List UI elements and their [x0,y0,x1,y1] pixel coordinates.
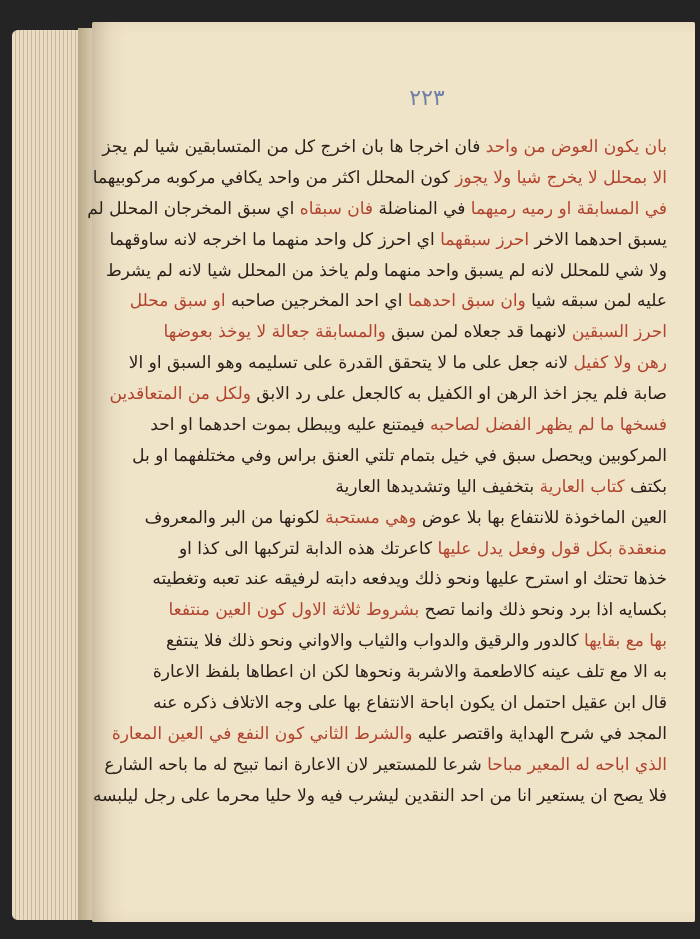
manuscript-line [109,379,667,410]
rubric-text: وهي مستحبة [325,507,417,528]
body-text: لانه جعل على ما لا يتحقق القدرة على تسليمه وهو السبق او الا [128,353,574,374]
rubric-text: احرز السبقين [571,322,667,343]
body-text: عليه لمن سبقه شيا [531,291,667,312]
rubric-text: في المسابقة او رميه رميهما [470,198,667,219]
rubric-text: و [404,723,413,744]
rubric-text: بها مع بقايها [584,631,667,652]
rubric-text: فان سبقاه [299,198,374,219]
manuscript-line [128,348,667,379]
body-text: كون المحلل اكثر من واحد يكافي مركوبه مركوبيهما [92,167,456,188]
manuscript-line [132,441,667,472]
body-text: ولا شي للمحلل لانه لم يسبق واحد منهما ولم ياخذ من المحلل شيا لانه لم يشرط [105,260,667,281]
body-text: فلا يصح ان يستعير انا من احد النقدين ليشرب فيه ولا حليا محرما على رجل ليلبسه [93,785,667,806]
manuscript-line [132,472,667,503]
manuscript-line [132,626,667,657]
rubric-text: بشروط ثلاثة الاول كون العين منتفعا [168,600,420,621]
body-text: اي سبق المخرجان المحلل لم [87,198,300,219]
rubric-text: وان سبق احدهما [407,291,532,312]
rubric-text: الذي اباحه له المعير مباحا [487,754,667,775]
manuscript-line [105,256,667,287]
manuscript-line [109,225,667,256]
manuscript-line [93,781,667,812]
body-text: في المناضلة [373,198,471,219]
page-number: ٢٢٣ [409,86,445,111]
manuscript-line [129,286,667,317]
rubric-text: الشرط الثاني كون النفع في العين المعارة [111,723,405,744]
body-text: صابة فلم يجز اخذ الرهن او الكفيل به كالجعل على رد الابق [250,384,667,405]
rubric-text: بان يكون العوض من واحد [485,137,667,157]
rubric-text: كتاب [590,476,625,497]
manuscript-line [92,163,667,194]
manuscript-line [132,595,667,626]
body-text: المجد في شرح الهداية واقتصر عليه [412,723,667,744]
body-text: بكتف [624,476,667,497]
body-text: المركوبين ويحصل سبق في خيل بتمام تلتي العنق براس وفي مختلفهما او بل [132,445,667,466]
manuscript-page [87,22,695,922]
manuscript-line [102,132,667,163]
body-text: بكسايه اذا برد ونحو ذلك وانما تصح [419,600,667,621]
rubric-text: او سبق محلل [129,291,226,312]
body-text: كالدور والرقيق والدواب والثياب والاواني ونحو ذلك فلا ينتفع [166,631,585,652]
manuscript-line [132,410,667,441]
rubric-text: احرز سبقهما [440,229,530,250]
rubric-text: والمسابقة جعالة لا يوخذ بعوضها [163,322,386,343]
body-text: يسبق احدهما الاخر [529,229,667,250]
rubric-text: ولكل من المتعاقدين [109,384,251,405]
rubric-text: الا بمحلل لا يخرج شيا ولا يجوز [455,167,667,188]
rubric-text: العارية [539,476,585,497]
body-text: لانهما قد جعلاه لمن سبق [385,322,572,343]
manuscript-line [87,194,667,225]
book-page-edges [12,30,84,920]
rubric-text: منعقدة بكل قول وفعل يدل عليها [437,538,667,559]
body-text: اي احد المخرجين صاحبه [225,291,408,312]
body-text: اي احرز كل واحد منهما ما اخرجه لانه ساوقهما [109,229,441,250]
manuscript-line [132,564,667,595]
body-text: كاعرتك هذه الدابة لتركبها الى كذا او [178,538,438,559]
body-text: خذها تحتك او استرح عليها ونحو ذلك ويدفعه دابته لرفيقه عند تعبه وتغطيته [152,569,667,590]
rubric-text: فسخها ما لم يظهر الفضل لصاحبه [430,415,667,436]
body-text: لكونها من البر والمعروف [144,507,326,528]
body-text: فيمتنع عليه ويبطل بموت احدهما او احد [150,415,431,436]
body-text: فان اخرجا ها بان اخرج كل من المتسابقين شيا لم يجز [102,137,486,157]
manuscript-line [132,503,667,534]
body-text: قال ابن عقيل احتمل ان يكون اباحة الانتفاع بها على وجه الاتلاف ذكره عنه [153,693,667,714]
manuscript-line [132,534,667,565]
manuscript-line [111,719,667,750]
body-text: به الا مع تلف عينه كالاطعمة والاشربة ونحوها لكن ان اعطاها بلفظ الاعارة [152,662,667,683]
rubric-text: رهن ولا كفيل [573,353,667,374]
manuscript-text-block [87,132,667,812]
body-text: شرعا للمستعير لان الاعارة انما تبيح له ما باحه الشارع [104,754,488,775]
manuscript-line [132,317,667,348]
body-text: بتخفيف اليا وتشديدها العارية [335,476,540,497]
manuscript-line [104,750,667,781]
manuscript-line [132,657,667,688]
body-text: العين الماخوذة للانتفاع بها بلا عوض [416,507,667,528]
manuscript-line [132,688,667,719]
